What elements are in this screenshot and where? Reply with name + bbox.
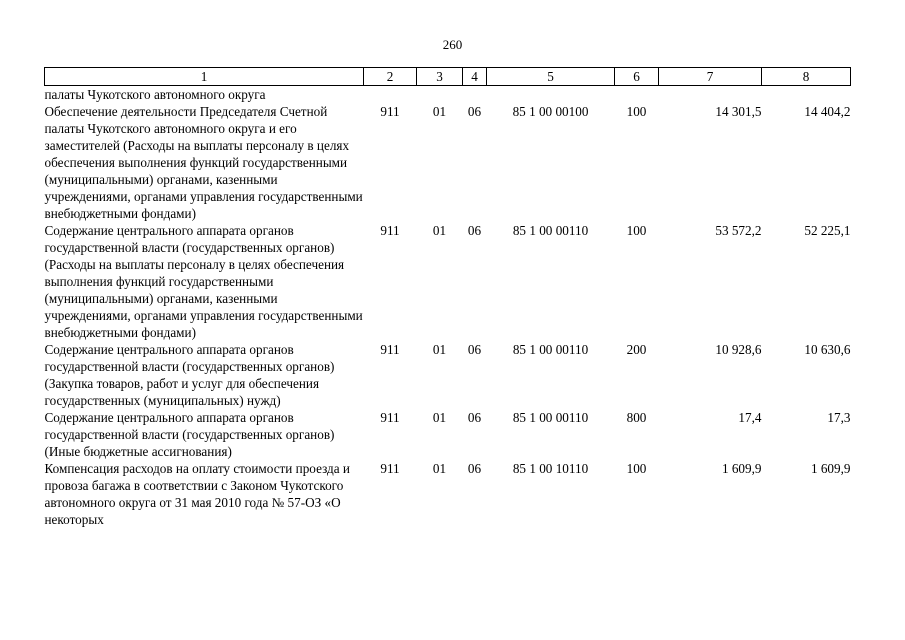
row-ministry-code: 911 xyxy=(380,223,400,238)
column-header-6: 6 xyxy=(615,68,659,86)
row-section-code: 01 xyxy=(432,342,447,357)
table-row xyxy=(45,86,851,104)
row-ministry-code xyxy=(364,86,417,104)
row-target-article: 85 1 00 00100 xyxy=(512,104,589,119)
row-target-article: 85 1 00 10110 xyxy=(512,461,589,476)
row-amount-col8: 17,3 xyxy=(827,410,851,425)
column-header-3: 3 xyxy=(417,68,463,86)
row-subsection-code xyxy=(463,86,487,104)
row-ministry-code: 911 xyxy=(380,410,400,425)
row-target-article: 85 1 00 00110 xyxy=(512,410,589,425)
row-amount-col7 xyxy=(659,86,762,104)
row-expense-type: 800 xyxy=(626,410,647,425)
row-target-article: 85 1 00 00110 xyxy=(512,223,589,238)
row-expense-type xyxy=(615,86,659,104)
row-section-code xyxy=(417,86,463,104)
row-amount-col7: 1 609,9 xyxy=(721,461,762,476)
page-number: 260 xyxy=(442,37,463,52)
row-description: Содержание центрального аппарата органов государственной власти (государственных органов) (Закупка товаров, работ и услуг для обеспечения государственных (муниципальных) нужд) xyxy=(44,342,335,408)
table-row xyxy=(45,460,851,528)
row-description: Содержание центрального аппарата органов государственной власти (государственных органов) (Иные бюджетные ассигнования) xyxy=(44,410,335,459)
row-section-code: 01 xyxy=(432,410,447,425)
budget-table xyxy=(44,67,851,528)
row-expense-type: 100 xyxy=(626,223,647,238)
column-header-5: 5 xyxy=(487,68,615,86)
column-header-8: 8 xyxy=(762,68,851,86)
column-header-1: 1 xyxy=(45,68,364,86)
row-subsection-code: 06 xyxy=(467,410,482,425)
row-expense-type: 100 xyxy=(626,461,647,476)
table-row xyxy=(45,103,851,222)
table-header xyxy=(45,68,851,86)
row-description: Обеспечение деятельности Председателя Счетной палаты Чукотского автономного округа и его заместителей (Расходы на выплаты персоналу в целях обеспечения выполнения функций государственными (муниципальными) органами, казенными учреждениями, органами управления государственными внебюджетными фондами) xyxy=(44,104,363,221)
row-expense-type: 100 xyxy=(626,104,647,119)
row-subsection-code: 06 xyxy=(467,342,482,357)
column-header-4: 4 xyxy=(463,68,487,86)
table-row xyxy=(45,222,851,341)
header-row xyxy=(45,68,851,86)
row-section-code: 01 xyxy=(432,461,447,476)
row-amount-col8: 52 225,1 xyxy=(804,223,851,238)
column-header-2: 2 xyxy=(364,68,417,86)
row-amount-col7: 53 572,2 xyxy=(715,223,762,238)
row-amount-col8: 10 630,6 xyxy=(804,342,851,357)
row-ministry-code: 911 xyxy=(380,342,400,357)
row-description: Содержание центрального аппарата органов государственной власти (государственных органов) (Расходы на выплаты персоналу в целях обеспечения выполнения функций государственными (муниципальными) органами, казенными учреждениями, органами управления государственными внебюджетными фондами) xyxy=(44,223,363,340)
row-amount-col7: 14 301,5 xyxy=(715,104,762,119)
row-subsection-code: 06 xyxy=(467,104,482,119)
row-amount-col7: 17,4 xyxy=(738,410,762,425)
row-subsection-code: 06 xyxy=(467,461,482,476)
row-amount-col8 xyxy=(762,86,851,104)
row-description: палаты Чукотского автономного округа xyxy=(44,87,266,102)
row-expense-type: 200 xyxy=(626,342,647,357)
table-row xyxy=(45,341,851,409)
row-target-article xyxy=(487,86,615,104)
row-amount-col8: 1 609,9 xyxy=(810,461,851,476)
table-body xyxy=(45,86,851,529)
row-description: Компенсация расходов на оплату стоимости проезда и провоза багажа в соответствии с Законом Чукотского автономного округа от 31 мая 2010 года № 57-ОЗ «О некоторых xyxy=(44,461,350,527)
row-ministry-code: 911 xyxy=(380,104,400,119)
row-ministry-code: 911 xyxy=(380,461,400,476)
row-target-article: 85 1 00 00110 xyxy=(512,342,589,357)
row-subsection-code: 06 xyxy=(467,223,482,238)
column-header-7: 7 xyxy=(659,68,762,86)
row-section-code: 01 xyxy=(432,104,447,119)
row-amount-col8: 14 404,2 xyxy=(804,104,851,119)
row-section-code: 01 xyxy=(432,223,447,238)
row-amount-col7: 10 928,6 xyxy=(715,342,762,357)
table-row xyxy=(45,409,851,460)
